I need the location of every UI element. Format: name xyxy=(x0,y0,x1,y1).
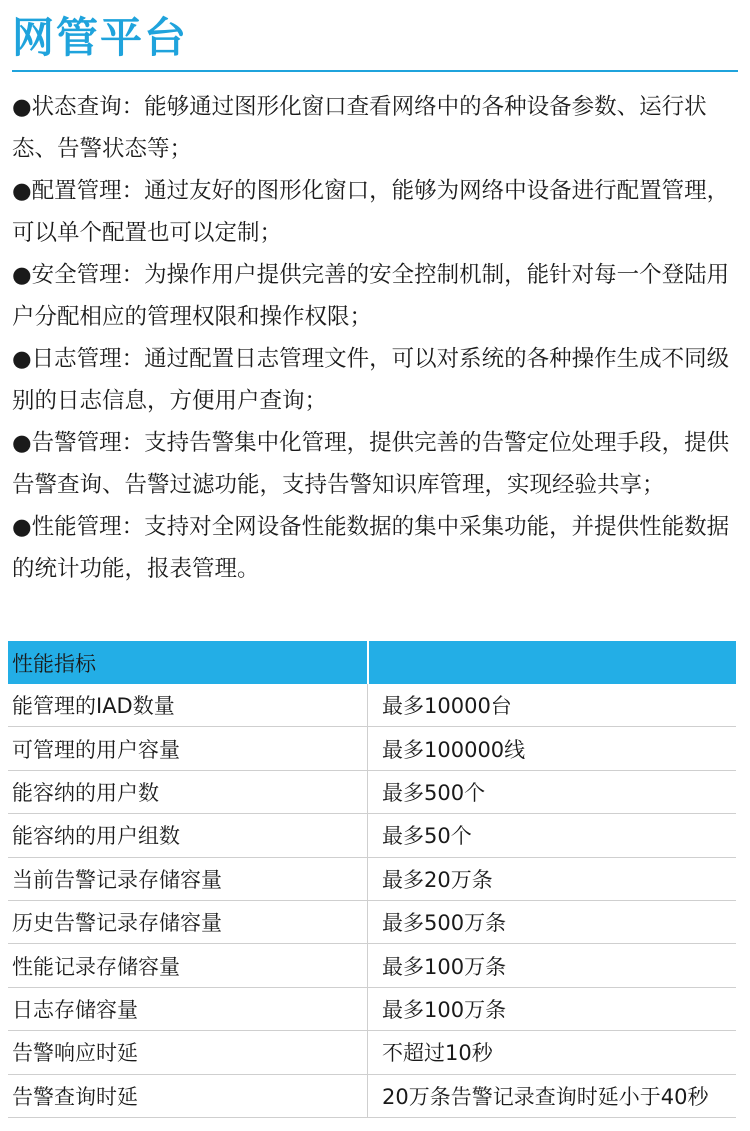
table-row xyxy=(8,814,736,857)
table-row xyxy=(8,857,736,900)
metric-name: 可管理的用户容量 xyxy=(8,727,368,770)
metric-value: 最多500万条 xyxy=(368,900,737,943)
table-row xyxy=(8,900,736,943)
feature-item-performance-management xyxy=(12,506,738,590)
metric-name: 性能记录存储容量 xyxy=(8,944,368,987)
metric-value: 最多10000台 xyxy=(368,684,737,727)
table-row xyxy=(8,944,736,987)
metric-name: 告警响应时延 xyxy=(8,1031,368,1074)
table-header-cell xyxy=(368,641,737,684)
metric-name: 历史告警记录存储容量 xyxy=(8,900,368,943)
page-title: 网管平台 xyxy=(12,13,189,62)
feature-text: 安全管理：为操作用户提供完善的安全控制机制，能针对每一个登陆用户分配相应的管理权限和操作权限； xyxy=(12,262,730,330)
bullet-dot-icon: ● xyxy=(12,178,32,204)
table-row xyxy=(8,1031,736,1074)
metric-value: 最多500个 xyxy=(368,770,737,813)
table-header-row xyxy=(8,641,736,684)
bullet-dot-icon: ● xyxy=(12,262,32,288)
title-divider xyxy=(12,70,738,72)
metric-value: 最多100万条 xyxy=(368,944,737,987)
metric-name: 当前告警记录存储容量 xyxy=(8,857,368,900)
table-row xyxy=(8,987,736,1030)
metric-value: 最多100000线 xyxy=(368,727,737,770)
bullet-dot-icon: ● xyxy=(12,94,32,120)
metric-name: 能容纳的用户数 xyxy=(8,770,368,813)
feature-item-security-management xyxy=(12,254,738,338)
feature-text: 告警管理：支持告警集中化管理，提供完善的告警定位处理手段，提供告警查询、告警过滤功能，支持告警知识库管理，实现经验共享； xyxy=(12,430,730,498)
table-header-cell: 性能指标 xyxy=(8,641,368,684)
metric-name: 能管理的IAD数量 xyxy=(8,684,368,727)
metric-value: 最多20万条 xyxy=(368,857,737,900)
feature-text: 配置管理：通过友好的图形化窗口，能够为网络中设备进行配置管理，可以单个配置也可以定制； xyxy=(12,178,730,246)
metric-value: 不超过10秒 xyxy=(368,1031,737,1074)
metric-value: 最多50个 xyxy=(368,814,737,857)
feature-item-alarm-management xyxy=(12,422,738,506)
table-row xyxy=(8,727,736,770)
feature-item-status-query xyxy=(12,86,738,170)
metric-name: 告警查询时延 xyxy=(8,1074,368,1117)
table-row xyxy=(8,770,736,813)
metric-name: 日志存储容量 xyxy=(8,987,368,1030)
metric-value: 最多100万条 xyxy=(368,987,737,1030)
metric-name: 能容纳的用户组数 xyxy=(8,814,368,857)
metric-value: 20万条告警记录查询时延小于40秒 xyxy=(368,1074,737,1117)
feature-list xyxy=(12,86,738,590)
bullet-dot-icon: ● xyxy=(12,430,32,456)
feature-item-log-management xyxy=(12,338,738,422)
table-row xyxy=(8,684,736,727)
table-row xyxy=(8,1074,736,1117)
feature-text: 状态查询：能够通过图形化窗口查看网络中的各种设备参数、运行状态、告警状态等； xyxy=(12,94,707,162)
bullet-dot-icon: ● xyxy=(12,346,32,372)
performance-table xyxy=(8,641,736,1118)
feature-text: 性能管理：支持对全网设备性能数据的集中采集功能，并提供性能数据的统计功能，报表管理。 xyxy=(12,514,730,582)
feature-item-config-management xyxy=(12,170,738,254)
feature-text: 日志管理：通过配置日志管理文件，可以对系统的各种操作生成不同级别的日志信息，方便用户查询； xyxy=(12,346,730,414)
bullet-dot-icon: ● xyxy=(12,514,32,540)
